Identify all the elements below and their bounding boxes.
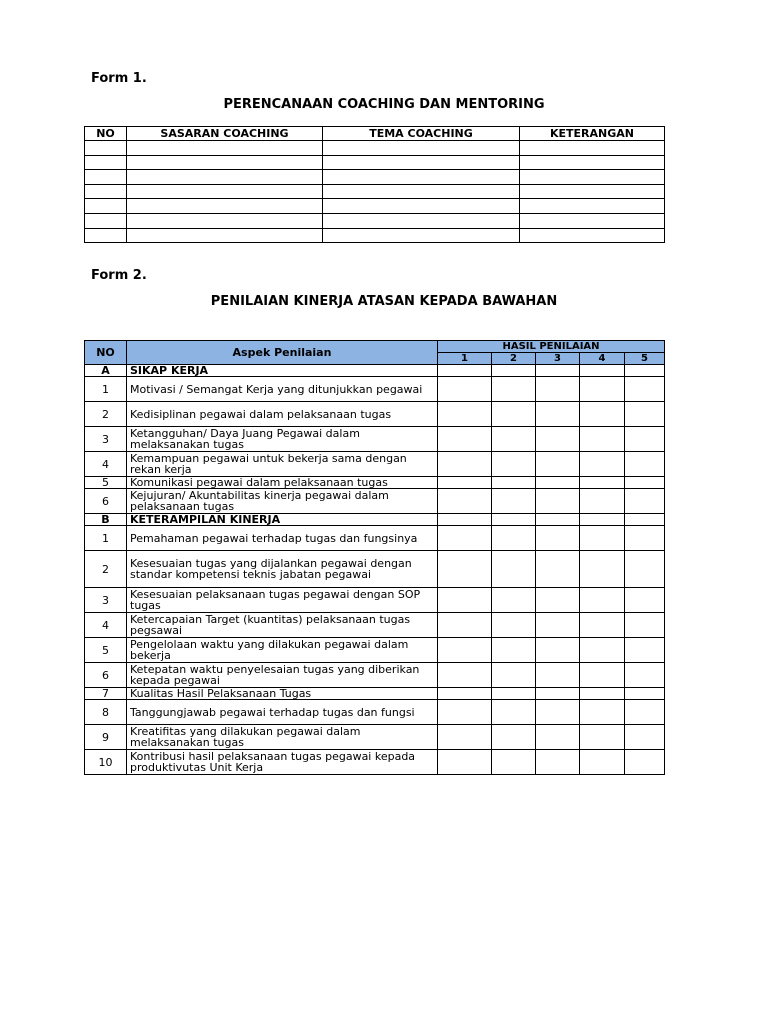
- score-cell[interactable]: [580, 663, 625, 688]
- row-number: 3: [85, 427, 127, 452]
- score-cell[interactable]: [625, 477, 665, 489]
- empty-cell[interactable]: [85, 155, 127, 170]
- empty-cell[interactable]: [323, 141, 520, 156]
- empty-cell[interactable]: [127, 228, 323, 243]
- score-cell[interactable]: [536, 688, 580, 700]
- score-cell[interactable]: [580, 613, 625, 638]
- score-cell[interactable]: [492, 377, 536, 402]
- score-cell[interactable]: [438, 514, 492, 526]
- score-cell[interactable]: [580, 489, 625, 514]
- aspect-label: Komunikasi pegawai dalam pelaksanaan tugas: [127, 477, 438, 489]
- score-cell[interactable]: [536, 489, 580, 514]
- score-cell[interactable]: [580, 514, 625, 526]
- column-header-hasil: HASIL PENILAIAN: [438, 341, 665, 353]
- score-cell[interactable]: [492, 452, 536, 477]
- empty-cell[interactable]: [520, 155, 665, 170]
- score-cell[interactable]: [625, 526, 665, 551]
- aspect-label: Pemahaman pegawai terhadap tugas dan fungsinya: [127, 526, 438, 551]
- score-cell[interactable]: [492, 489, 536, 514]
- score-cell[interactable]: [580, 700, 625, 725]
- score-cell[interactable]: [536, 638, 580, 663]
- score-cell[interactable]: [492, 365, 536, 377]
- score-cell[interactable]: [536, 551, 580, 588]
- score-cell[interactable]: [438, 688, 492, 700]
- score-cell[interactable]: [492, 477, 536, 489]
- table-row: [85, 228, 665, 243]
- aspect-label: Kreatifitas yang dilakukan pegawai dalam melaksanakan tugas: [127, 725, 438, 750]
- score-cell[interactable]: [438, 489, 492, 514]
- score-cell[interactable]: [492, 588, 536, 613]
- score-cell[interactable]: [625, 377, 665, 402]
- column-header-tema: TEMA COACHING: [323, 127, 520, 141]
- row-number: 5: [85, 477, 127, 489]
- table-row: [85, 170, 665, 185]
- table-row: [85, 700, 665, 725]
- empty-cell[interactable]: [85, 228, 127, 243]
- empty-cell[interactable]: [520, 184, 665, 199]
- table-row: [85, 688, 665, 700]
- score-cell[interactable]: [580, 402, 625, 427]
- score-cell[interactable]: [536, 402, 580, 427]
- score-cell[interactable]: [492, 613, 536, 638]
- section-row: [85, 365, 665, 377]
- coaching-plan-table: [84, 126, 665, 243]
- score-cell[interactable]: [536, 427, 580, 452]
- empty-cell[interactable]: [127, 155, 323, 170]
- score-cell[interactable]: [492, 663, 536, 688]
- table-row: [85, 477, 665, 489]
- column-header-keterangan: KETERANGAN: [520, 127, 665, 141]
- table-row: [85, 725, 665, 750]
- table-row: [85, 663, 665, 688]
- score-cell[interactable]: [438, 427, 492, 452]
- score-cell[interactable]: [438, 613, 492, 638]
- form1-label: Form 1.: [91, 71, 147, 86]
- score-cell[interactable]: [438, 452, 492, 477]
- row-number: B: [85, 514, 127, 526]
- score-cell[interactable]: [536, 365, 580, 377]
- score-cell[interactable]: [536, 725, 580, 750]
- empty-cell[interactable]: [520, 141, 665, 156]
- score-cell[interactable]: [625, 613, 665, 638]
- empty-cell[interactable]: [127, 170, 323, 185]
- form1-title: PERENCANAAN COACHING DAN MENTORING: [223, 97, 545, 112]
- score-cell[interactable]: [625, 402, 665, 427]
- form2-label: Form 2.: [91, 268, 147, 283]
- score-cell[interactable]: [492, 750, 536, 775]
- aspect-label: Ketercapaian Target (kuantitas) pelaksanaan tugas pegsawai: [127, 613, 438, 638]
- aspect-label: Kedisiplinan pegawai dalam pelaksanaan tugas: [127, 402, 438, 427]
- score-cell[interactable]: [492, 725, 536, 750]
- row-number: 7: [85, 688, 127, 700]
- row-number: 9: [85, 725, 127, 750]
- score-cell[interactable]: [625, 365, 665, 377]
- aspect-label: Kejujuran/ Akuntabilitas kinerja pegawai dalam pelaksanaan tugas: [127, 489, 438, 514]
- score-header-1: 1: [438, 353, 492, 365]
- score-cell[interactable]: [536, 514, 580, 526]
- table-row: [85, 588, 665, 613]
- score-cell[interactable]: [492, 427, 536, 452]
- empty-cell[interactable]: [323, 228, 520, 243]
- row-number: 1: [85, 526, 127, 551]
- table-row: [85, 199, 665, 214]
- score-cell[interactable]: [580, 526, 625, 551]
- aspect-label: Kontribusi hasil pelaksanaan tugas pegawai kepada produktivutas Unit Kerja: [127, 750, 438, 775]
- table-row: [85, 489, 665, 514]
- score-cell[interactable]: [625, 452, 665, 477]
- score-header-2: 2: [492, 353, 536, 365]
- table-row: [85, 377, 665, 402]
- score-cell[interactable]: [625, 588, 665, 613]
- empty-cell[interactable]: [127, 213, 323, 228]
- score-cell[interactable]: [536, 613, 580, 638]
- score-cell[interactable]: [438, 750, 492, 775]
- score-cell[interactable]: [438, 663, 492, 688]
- score-cell[interactable]: [580, 365, 625, 377]
- score-cell[interactable]: [580, 688, 625, 700]
- score-cell[interactable]: [536, 477, 580, 489]
- score-cell[interactable]: [492, 700, 536, 725]
- score-cell[interactable]: [536, 452, 580, 477]
- column-header-no: NO: [85, 341, 127, 365]
- empty-cell[interactable]: [520, 228, 665, 243]
- score-cell[interactable]: [536, 588, 580, 613]
- score-cell[interactable]: [492, 638, 536, 663]
- score-cell[interactable]: [625, 427, 665, 452]
- score-cell[interactable]: [536, 700, 580, 725]
- score-cell[interactable]: [536, 377, 580, 402]
- column-header-aspek: Aspek Penilaian: [127, 341, 438, 365]
- row-number: 4: [85, 613, 127, 638]
- aspect-label: Ketepatan waktu penyelesaian tugas yang diberikan kepada pegawai: [127, 663, 438, 688]
- row-number: 1: [85, 377, 127, 402]
- empty-cell[interactable]: [323, 184, 520, 199]
- aspect-label: Kesesuaian tugas yang dijalankan pegawai dengan standar kompetensi teknis jabatan pegawai: [127, 551, 438, 588]
- table-row: [85, 141, 665, 156]
- score-cell[interactable]: [625, 551, 665, 588]
- score-cell[interactable]: [625, 489, 665, 514]
- column-header-no: NO: [85, 127, 127, 141]
- column-header-sasaran: SASARAN COACHING: [127, 127, 323, 141]
- table-row: [85, 526, 665, 551]
- aspect-label: Ketangguhan/ Daya Juang Pegawai dalam melaksanakan tugas: [127, 427, 438, 452]
- table-row: [85, 638, 665, 663]
- score-cell[interactable]: [625, 514, 665, 526]
- table-row: [85, 613, 665, 638]
- score-cell[interactable]: [536, 750, 580, 775]
- row-number: 2: [85, 551, 127, 588]
- score-header-4: 4: [580, 353, 625, 365]
- empty-cell[interactable]: [85, 199, 127, 214]
- score-cell[interactable]: [438, 700, 492, 725]
- aspect-label: Tanggungjawab pegawai terhadap tugas dan fungsi: [127, 700, 438, 725]
- table-row: [85, 155, 665, 170]
- aspect-label: Pengelolaan waktu yang dilakukan pegawai dalam bekerja: [127, 638, 438, 663]
- score-cell[interactable]: [625, 750, 665, 775]
- empty-cell[interactable]: [323, 199, 520, 214]
- empty-cell[interactable]: [323, 213, 520, 228]
- row-number: 6: [85, 663, 127, 688]
- score-cell[interactable]: [492, 526, 536, 551]
- section-title: KETERAMPILAN KINERJA: [127, 514, 438, 526]
- score-cell[interactable]: [438, 725, 492, 750]
- score-cell[interactable]: [438, 365, 492, 377]
- section-title: SIKAP KERJA: [127, 365, 438, 377]
- empty-cell[interactable]: [127, 141, 323, 156]
- score-cell[interactable]: [580, 551, 625, 588]
- score-cell[interactable]: [625, 700, 665, 725]
- score-cell[interactable]: [625, 638, 665, 663]
- score-header-5: 5: [625, 353, 665, 365]
- empty-cell[interactable]: [323, 170, 520, 185]
- aspect-label: Motivasi / Semangat Kerja yang ditunjukkan pegawai: [127, 377, 438, 402]
- performance-assessment-table: [84, 340, 665, 775]
- empty-cell[interactable]: [85, 184, 127, 199]
- score-cell[interactable]: [580, 427, 625, 452]
- empty-cell[interactable]: [85, 170, 127, 185]
- score-cell[interactable]: [580, 750, 625, 775]
- table-row: [85, 551, 665, 588]
- score-cell[interactable]: [438, 551, 492, 588]
- empty-cell[interactable]: [520, 170, 665, 185]
- score-cell[interactable]: [580, 725, 625, 750]
- table-row: [85, 452, 665, 477]
- table-row: [85, 184, 665, 199]
- score-cell[interactable]: [625, 688, 665, 700]
- empty-cell[interactable]: [520, 199, 665, 214]
- row-number: 6: [85, 489, 127, 514]
- empty-cell[interactable]: [323, 155, 520, 170]
- score-cell[interactable]: [492, 551, 536, 588]
- table-header-row: [85, 127, 665, 141]
- score-cell[interactable]: [438, 638, 492, 663]
- row-number: 5: [85, 638, 127, 663]
- empty-cell[interactable]: [85, 141, 127, 156]
- table-row: [85, 402, 665, 427]
- empty-cell[interactable]: [127, 184, 323, 199]
- row-number: 10: [85, 750, 127, 775]
- section-row: [85, 514, 665, 526]
- score-cell[interactable]: [492, 402, 536, 427]
- table-row: [85, 750, 665, 775]
- table-row: [85, 213, 665, 228]
- score-cell[interactable]: [536, 526, 580, 551]
- score-cell[interactable]: [580, 452, 625, 477]
- score-cell[interactable]: [580, 477, 625, 489]
- aspect-label: Kemampuan pegawai untuk bekerja sama dengan rekan kerja: [127, 452, 438, 477]
- score-cell[interactable]: [536, 663, 580, 688]
- empty-cell[interactable]: [520, 213, 665, 228]
- empty-cell[interactable]: [127, 199, 323, 214]
- score-cell[interactable]: [492, 514, 536, 526]
- aspect-label: Kesesuaian pelaksanaan tugas pegawai dengan SOP tugas: [127, 588, 438, 613]
- row-number: 2: [85, 402, 127, 427]
- row-number: 3: [85, 588, 127, 613]
- score-cell[interactable]: [580, 377, 625, 402]
- score-cell[interactable]: [438, 526, 492, 551]
- score-cell[interactable]: [438, 377, 492, 402]
- score-cell[interactable]: [438, 402, 492, 427]
- row-number: 4: [85, 452, 127, 477]
- score-cell[interactable]: [625, 725, 665, 750]
- score-cell[interactable]: [580, 588, 625, 613]
- score-cell[interactable]: [492, 688, 536, 700]
- score-cell[interactable]: [438, 588, 492, 613]
- score-cell[interactable]: [625, 663, 665, 688]
- table-row: [85, 427, 665, 452]
- score-cell[interactable]: [438, 477, 492, 489]
- aspect-label: Kualitas Hasil Pelaksanaan Tugas: [127, 688, 438, 700]
- row-number: A: [85, 365, 127, 377]
- score-header-3: 3: [536, 353, 580, 365]
- form2-title: PENILAIAN KINERJA ATASAN KEPADA BAWAHAN: [210, 294, 558, 309]
- row-number: 8: [85, 700, 127, 725]
- score-cell[interactable]: [580, 638, 625, 663]
- empty-cell[interactable]: [85, 213, 127, 228]
